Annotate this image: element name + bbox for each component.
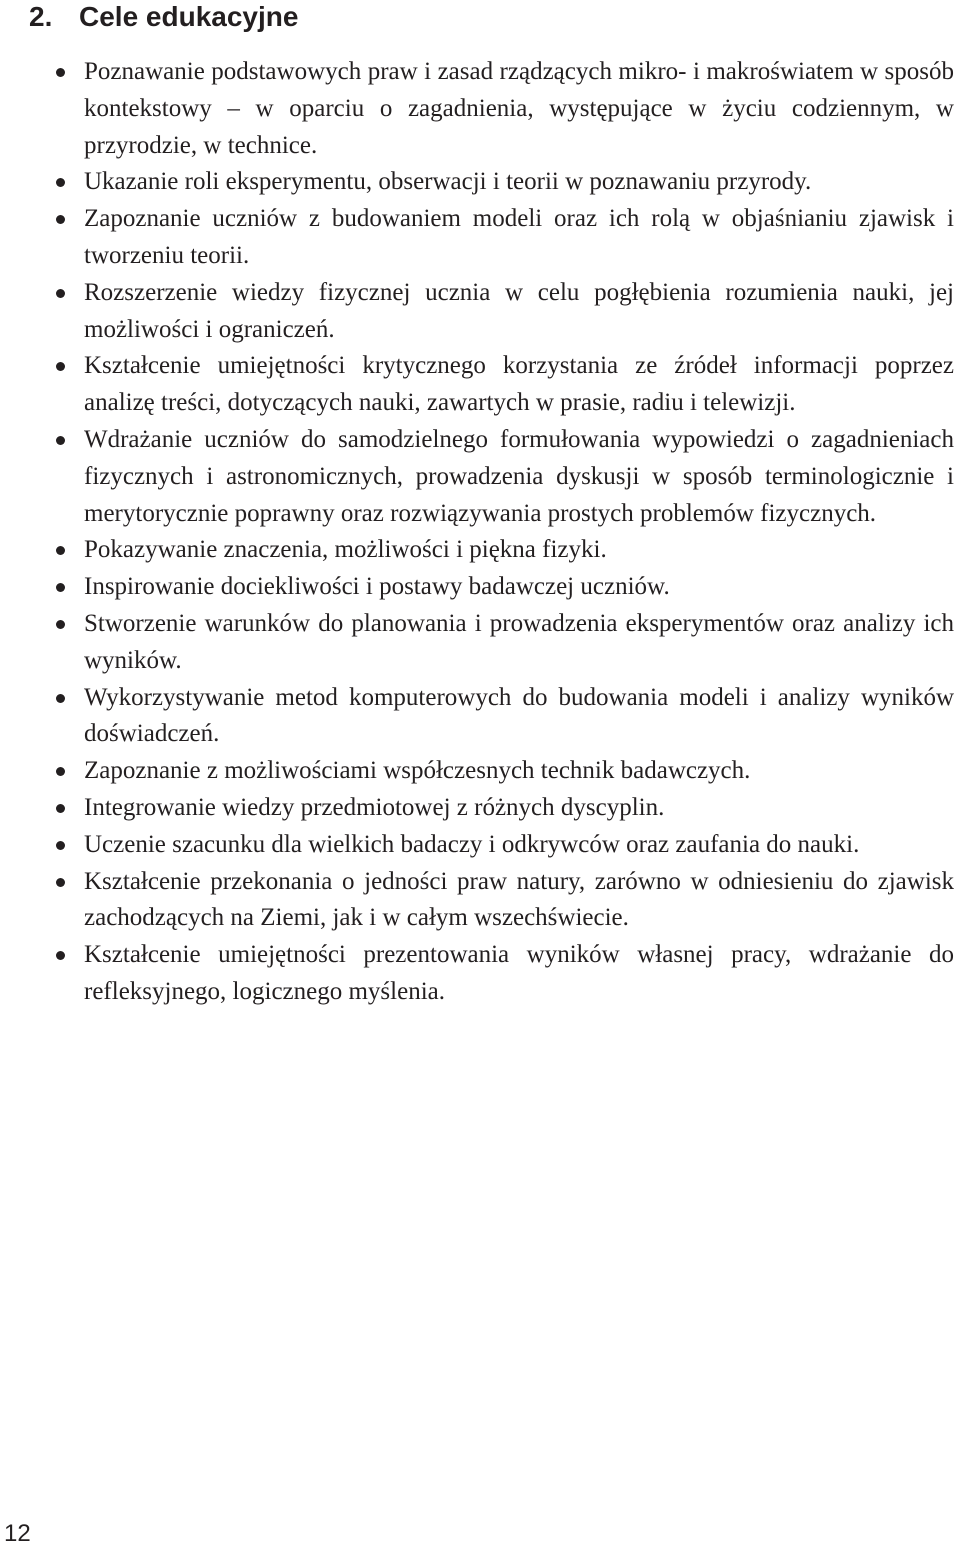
list-item-text: Kształcenie przekonania o jedności praw natury, zarówno w odniesieniu do zjawisk zachodzących na Ziemi, jak i w całym wszechświecie. xyxy=(84,867,954,932)
list-item-text: Rozszerzenie wiedzy fizycznej ucznia w celu pogłębienia rozumienia nauki, jej możliwości i ograniczeń. xyxy=(84,278,954,343)
list-item-text: Uczenie szacunku dla wielkich badaczy i odkrywców oraz zaufania do nauki. xyxy=(84,830,860,858)
bullet-icon xyxy=(56,841,65,850)
list-item xyxy=(84,348,954,422)
list-item-text: Stworzenie warunków do planowania i prowadzenia eksperymentów oraz analizy ich wyników. xyxy=(84,609,954,674)
list-item xyxy=(84,422,954,532)
section-number: 2. xyxy=(29,1,53,32)
list-item xyxy=(84,790,954,827)
bullet-icon xyxy=(56,804,65,813)
list-item-text: Zapoznanie uczniów z budowaniem modeli oraz ich rolą w objaśnianiu zjawisk i tworzeniu teorii. xyxy=(84,205,954,269)
bullet-icon xyxy=(56,362,65,371)
bullet-icon xyxy=(56,878,65,887)
bullet-icon xyxy=(56,68,65,77)
list-item-text: Kształcenie umiejętności krytycznego korzystania ze źródeł informacji poprzez analizę treści, dotyczących nauki, zawartych w prasie, radiu i telewizji. xyxy=(84,352,954,417)
bullet-icon xyxy=(56,436,65,445)
list-item-text: Inspirowanie dociekliwości i postawy badawczej uczniów. xyxy=(84,573,670,601)
bullet-icon xyxy=(56,178,65,187)
list-item-text: Wykorzystywanie metod komputerowych do budowania modeli i analizy wyników doświadczeń. xyxy=(84,683,954,748)
list-item xyxy=(84,569,954,606)
list-item xyxy=(84,606,954,680)
list-item-text: Kształcenie umiejętności prezentowania wyników własnej pracy, wdrażanie do refleksyjnego, logicznego myślenia. xyxy=(84,941,954,1005)
list-item-text: Integrowanie wiedzy przedmiotowej z różnych dyscyplin. xyxy=(84,793,665,821)
list-item xyxy=(84,275,954,349)
list-item xyxy=(84,827,954,864)
bullet-icon xyxy=(56,583,65,592)
list-item xyxy=(84,937,954,1011)
bullet-icon xyxy=(56,215,65,224)
section-title: Cele edukacyjne xyxy=(79,1,299,32)
list-item xyxy=(84,54,954,164)
bullet-icon xyxy=(56,694,65,703)
list-item xyxy=(84,201,954,275)
bullet-icon xyxy=(56,951,65,960)
educational-goals-list xyxy=(84,54,954,1011)
bullet-icon xyxy=(56,767,65,776)
list-item-text: Ukazanie roli eksperymentu, obserwacji i teorii w poznawaniu przyrody. xyxy=(84,168,812,196)
list-item-text: Pokazywanie znaczenia, możliwości i piękna fizyki. xyxy=(84,536,607,564)
bullet-icon xyxy=(56,620,65,629)
bullet-icon xyxy=(56,289,65,298)
list-item-text: Zapoznanie z możliwościami współczesnych technik badawczych. xyxy=(84,757,751,785)
list-item xyxy=(84,864,954,938)
list-item xyxy=(84,532,954,569)
list-item-text: Wdrażanie uczniów do samodzielnego formułowania wypowiedzi o zagadnieniach fizycznych i astronomicznych, prowadzenia dyskusji w sposób terminologicznie i merytorycznie poprawny oraz rozwiązywania prostych problemów fizycznych. xyxy=(84,425,954,527)
bullet-icon xyxy=(56,546,65,555)
list-item xyxy=(84,753,954,790)
list-item xyxy=(84,164,954,201)
list-item-text: Poznawanie podstawowych praw i zasad rządzących mikro- i makroświatem w sposób kontekstowy – w oparciu o zagadnienia, występujące w życiu codziennym, w przyrodzie, w technice. xyxy=(84,58,954,159)
page-number: 12 xyxy=(4,1520,31,1547)
section-heading xyxy=(29,1,298,33)
list-item xyxy=(84,680,954,754)
